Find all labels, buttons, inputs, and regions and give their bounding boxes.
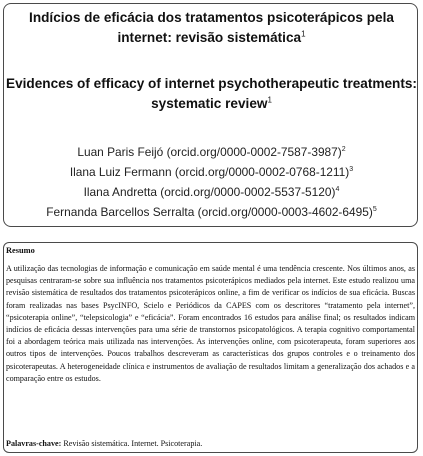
author-name-orcid: Luan Paris Feijó (orcid.org/0000-0002-7587-3987) bbox=[77, 145, 342, 159]
author-list bbox=[0, 142, 423, 222]
author-footnote-marker: 2 bbox=[341, 146, 346, 154]
author-line bbox=[0, 202, 423, 222]
title-english-text: Evidences of efficacy of internet psychotherapeutic treatments: systematic review bbox=[6, 76, 417, 111]
keywords-line bbox=[6, 439, 202, 448]
keywords-text: Revisão sistemática. Internet. Psicoterapia. bbox=[63, 439, 203, 448]
title-portuguese-text: Indícios de eficácia dos tratamentos psicoterápicos pela internet: revisão sistemática bbox=[29, 10, 394, 45]
title-portuguese-footnote-marker: 1 bbox=[301, 29, 306, 39]
author-footnote-marker: 4 bbox=[335, 186, 340, 194]
author-footnote-marker: 3 bbox=[349, 166, 354, 174]
title-english bbox=[0, 74, 423, 114]
title-portuguese bbox=[0, 8, 423, 48]
author-line bbox=[0, 142, 423, 162]
keywords-label: Palavras-chave: bbox=[6, 439, 62, 448]
author-name-orcid: Ilana Luiz Fermann (orcid.org/0000-0002-0768-1211) bbox=[69, 165, 350, 179]
abstract-heading: Resumo bbox=[6, 246, 35, 255]
author-name-orcid: Fernanda Barcellos Serralta (orcid.org/0000-0003-4602-6495) bbox=[46, 205, 373, 219]
abstract-body: A utilização das tecnologias de informação e comunicação em saúde mental é uma tendência crescente. Nos últimos anos, as pesquisas centraram-se sobre sua influência nos tratamentos psicoterápicos mediados pela internet. Este estudo realizou uma revisão sistemática de resultados dos tratamentos psicoterápicos online, a fim de verificar os indícios de sua eficácia. Buscas foram realizadas nas bases PsycINFO, Scielo e Periódicos da CAPES com os descritores “tratamento pela internet”, “psicoterapia online”, “telepsicologia” e “eficácia”. Foram encontrados 16 estudos para análise final; os resultados indicam indícios de eficácia dessas intervenções para uma série de transtornos psicopatológicos. A terapia cognitivo comportamental foi a abordagem teórica mais utilizada nas intervenções. As intervenções online, com psicoterapeuta, foram superiores aos outros tipos de intervenções. Poucos trabalhos descreveram as características dos grupos controles e o treinamento dos psicoterapeutas. A heterogeneidade clínica e instrumentos de avaliação de resultados limitam a generalização dos achados e a comparação entre os estudos. bbox=[6, 264, 415, 383]
title-english-footnote-marker: 1 bbox=[267, 95, 272, 105]
author-line bbox=[0, 182, 423, 202]
author-footnote-marker: 5 bbox=[372, 206, 377, 214]
author-name-orcid: Ilana Andretta (orcid.org/0000-0002-5537-5120) bbox=[83, 185, 336, 199]
author-line bbox=[0, 162, 423, 182]
